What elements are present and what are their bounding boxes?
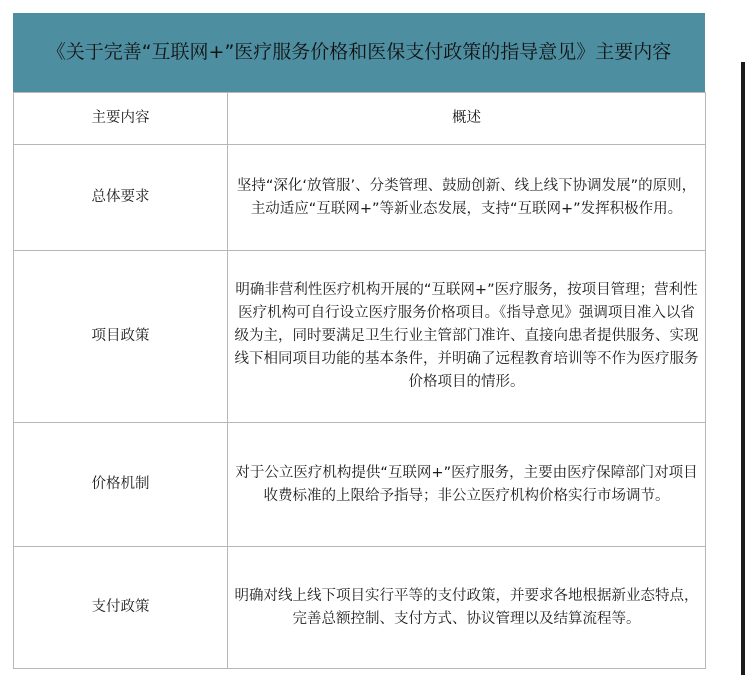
row-label: 项目政策 (14, 251, 228, 423)
row-label: 价格机制 (14, 423, 228, 547)
table-row (14, 423, 706, 547)
row-label: 支付政策 (14, 547, 228, 669)
document-title: 《关于完善“互联网+”医疗服务价格和医保支付政策的指导意见》主要内容 (13, 13, 705, 92)
row-description: 明确对线上线下项目实行平等的支付政策，并要求各地根据新业态特点，完善总额控制、支付方式、协议管理以及结算流程等。 (228, 547, 706, 669)
content-table (13, 92, 706, 669)
table-header-row (14, 93, 706, 145)
policy-summary-document (13, 13, 705, 668)
right-edge-divider (741, 62, 745, 675)
table-row (14, 547, 706, 669)
table-row (14, 251, 706, 423)
row-description: 明确非营利性医疗机构开展的“互联网+”医疗服务，按项目管理；营利性医疗机构可自行设立医疗服务价格项目。《指导意见》强调项目准入以省级为主，同时要满足卫生行业主管部门准许、直接向患者提供服务、实现线下相同项目功能的基本条件，并明确了远程教育培训等不作为医疗服务价格项目的情形。 (228, 251, 706, 423)
header-overview: 概述 (228, 93, 706, 145)
row-description: 对于公立医疗机构提供“互联网+”医疗服务，主要由医疗保障部门对项目收费标准的上限给予指导；非公立医疗机构价格实行市场调节。 (228, 423, 706, 547)
table-row (14, 145, 706, 251)
row-label: 总体要求 (14, 145, 228, 251)
row-description: 坚持“深化‘放管服’、分类管理、鼓励创新、线上线下协调发展”的原则，主动适应“互联网+”等新业态发展，支持“互联网+”发挥积极作用。 (228, 145, 706, 251)
header-main-content: 主要内容 (14, 93, 228, 145)
